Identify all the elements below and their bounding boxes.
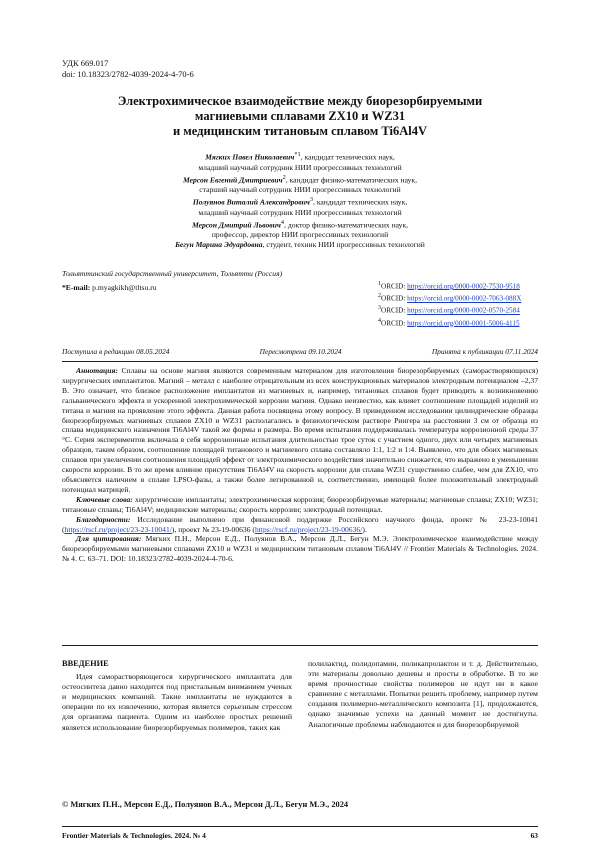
author-sup: *1 xyxy=(294,151,301,158)
orcid-item xyxy=(378,292,521,304)
acknowledgments-text: Исследование выполнено при финансовой поддержке Российского научного фонда, проект № 23-23-10041 ( xyxy=(62,514,539,534)
author-sup: 3 xyxy=(309,196,314,204)
author-4 xyxy=(62,218,538,241)
author-name: Полуянов Виталий Александрович xyxy=(192,197,310,207)
authors-block xyxy=(62,150,538,250)
orcid-item xyxy=(378,280,521,292)
affiliation: Тольяттинский государственный университет, Тольятти (Россия) xyxy=(62,269,283,278)
author-desc: , доктор физико-математических наук, xyxy=(284,220,409,230)
abstract-paragraph xyxy=(62,366,538,495)
intro-left-column xyxy=(62,659,292,733)
author-name: Мягких Павел Николаевич xyxy=(205,152,295,162)
orcid-label: ORCID: xyxy=(381,282,406,291)
title-line-1: Электрохимическое взаимодействие между биорезорбируемыми xyxy=(117,94,483,108)
email-label: *E-mail: xyxy=(62,283,91,292)
copyright: © Мягких П.Н., Мерсон Е.Д., Полуянов В.А., Мерсон Д.Л., Бегун М.Э., 2024 xyxy=(62,800,349,809)
keywords-paragraph xyxy=(62,495,538,515)
date-accepted: Принята к публикации 07.11.2024 xyxy=(431,347,538,356)
page-number: 63 xyxy=(530,831,538,840)
orcid-sup: 1 xyxy=(378,281,381,287)
article-title xyxy=(62,94,538,139)
orcid-sup: 2 xyxy=(378,293,381,300)
citation-text: Мягких П.Н., Мерсон Е.Д., Полуянов В.А., Мерсон Д.Л., Бегун М.Э. Электрохимическое взаимодействие между биорезорбируемыми магниевыми сплавами ZX10 и WZ31 и медицинским титановым сплавом Ti6Al4V // Frontier Materials & Technologies. 2024. № 4. С. 63–71. DOI: 10.18323/2782-4039-2024-4-70-6. xyxy=(62,534,538,564)
title-line-3: и медицинским титановым сплавом Ti6Al4V xyxy=(172,124,428,138)
doi: doi: 10.18323/2782-4039-2024-4-70-6 xyxy=(62,69,194,79)
page-footer xyxy=(62,831,538,840)
udk-block xyxy=(62,58,194,80)
acknowledgments-text: ), проект № 23-19-00636 ( xyxy=(171,524,255,534)
orcid-link[interactable]: https://orcid.org/0000-0002-0570-2584 xyxy=(407,306,520,315)
abstract-block xyxy=(62,366,538,564)
author-3 xyxy=(62,195,538,218)
orcid-label: ORCID: xyxy=(381,318,406,327)
author-5 xyxy=(62,240,538,250)
abstract-bottom-rule xyxy=(62,645,538,646)
author-name: Бегун Марина Эдуардовна xyxy=(175,240,263,250)
author-desc: , кандидат физико-математических наук, xyxy=(285,175,417,185)
citation-paragraph xyxy=(62,534,538,564)
email-value[interactable]: p.myagkikh@tltsu.ru xyxy=(92,283,157,292)
acknowledgments-label: Благодарности: xyxy=(76,514,131,524)
grant-link-1[interactable]: https://rscf.ru/project/23-23-10041/ xyxy=(64,524,172,534)
orcid-link[interactable]: https://orcid.org/0000-0002-7063-088X xyxy=(407,294,522,303)
orcid-item xyxy=(378,304,521,316)
author-name: Мерсон Евгений Дмитриевич xyxy=(182,175,283,185)
abstract-text: Сплавы на основе магния являются современным материалом для изготовления биорезорбируемых (саморастворяющихся) хирургических имплантатов. Магний – металл с наиболее отрицательным из всех конструкционных материалов электродным потенциалом –2,37 В. Это означает, что близкое расположение имплантатов из магниевых и, например, титановых сплавов будет приводить к возникновению гальванического эффекта и ускоренной электрохимической коррозии магния. Однако неизвестно, как влияет соотношение площадей изделий из титана и магния на проявление этого эффекта. Данная работа посвящена этому вопросу. В приведенном исследовании цилиндрические образцы биорезорбируемых магниевых сплавов ZX10 и WZ31 располагались в физиологическом растворе Рингера на расстоянии 3 см от образца из сплава медицинского назначения Ti6Al4V такой же формы и размера. Во время испытания поддерживалась температура коррозионной среды 37 °С. Серия экспериментов включала в себя коррозионные испытания длительностью трое суток с участием одного, двух или четырех магниевых образцов, таким образом, соотношение площадей титанового и магниевого сплава составляло 1:1, 1:2 и 1:4. Выявлено, что для обоих магниевых сплавов при увеличении соотношения площадей эффект от электрохимического воздействия значительно снижается, что выражено в уменьшении скорости коррозии. В то же время влияние присутствия Ti6Al4V на скорость коррозии для сплава WZ31 существенно слабее, чем для ZX10, что объясняется наличием в сплаве LPSO-фазы, а также более легированной и, соответственно, имеющей более положительный электродный потенциал матрицей. xyxy=(62,366,538,494)
author-sup: 4 xyxy=(280,218,285,226)
orcid-link[interactable]: https://orcid.org/0000-0002-7530-9518 xyxy=(407,282,520,291)
author-desc: , кандидат технических наук, xyxy=(300,152,395,162)
author-position: младший научный сотрудник НИИ прогрессивных технологий xyxy=(198,207,402,217)
date-revised: Пересмотрена 09.10.2024 xyxy=(259,347,342,356)
date-received: Поступила в редакцию 08.05.2024 xyxy=(62,347,170,356)
orcid-list xyxy=(378,280,521,329)
author-position: профессор, директор НИИ прогрессивных технологий xyxy=(211,230,389,240)
journal-name: Frontier Materials & Technologies. 2024. № 4 xyxy=(62,831,206,840)
keywords-label: Ключевые слова: xyxy=(76,494,133,504)
acknowledgments-paragraph xyxy=(62,515,538,535)
orcid-label: ORCID: xyxy=(381,294,406,303)
section-heading: ВВЕДЕНИЕ xyxy=(62,659,109,668)
author-position: старший научный сотрудник НИИ прогрессивных технологий xyxy=(199,185,401,195)
orcid-sup: 3 xyxy=(378,305,381,312)
author-2 xyxy=(62,173,538,196)
grant-link-2[interactable]: https://rscf.ru/project/23-19-00636/ xyxy=(254,524,363,534)
orcid-label: ORCID: xyxy=(381,306,406,315)
author-1 xyxy=(62,150,538,173)
abstract-label: Аннотация: xyxy=(76,366,118,375)
citation-label: Для цитирования: xyxy=(76,534,142,544)
orcid-link[interactable]: https://orcid.org/0000-0001-5006-4115 xyxy=(407,318,520,327)
abstract-top-rule xyxy=(62,361,538,362)
article-dates xyxy=(62,347,538,356)
keywords-text: хирургические имплантаты; электрохимическая коррозия; биорезорбируемые материалы; магниевые сплавы; ZX10; WZ31; титановые сплавы; Ti6Al4V; медицинские материалы; скорость коррозии; электродный потенциал. xyxy=(62,494,538,514)
intro-paragraph-right: полилактид, полидопамин, поликапролактон и т. д. Действительно, эти материалы довольно дешевы и просты в обработке. В то же время прочностные свойства полимеров не идут ни в какое сравнение с металлами. Попытки решить проблему, например путем создания полимерно-металлического композита [1], продолжаются, однако значимые успехи на данный момент не достигнуты. Аналогичные проблемы наблюдаются и для биорезорбируемой xyxy=(308,659,538,729)
orcid-sup: 4 xyxy=(378,317,381,324)
footer-rule xyxy=(62,826,538,827)
author-sup: 2 xyxy=(282,173,286,181)
author-name: Мерсон Дмитрий Львович xyxy=(191,220,281,230)
author-desc: , студент, техник НИИ прогрессивных технологий xyxy=(262,240,425,250)
author-desc: , кандидат технических наук, xyxy=(313,197,408,207)
udk: УДК 669.017 xyxy=(62,58,109,68)
email-block xyxy=(62,283,157,292)
orcid-item xyxy=(378,317,521,329)
author-position: младший научный сотрудник НИИ прогрессивных технологий xyxy=(198,162,402,172)
acknowledgments-text: ). xyxy=(362,524,367,534)
title-line-2: магниевыми сплавами ZX10 и WZ31 xyxy=(194,109,406,123)
intro-right-column xyxy=(308,659,538,730)
intro-paragraph-left: Идея саморастворяющегося хирургического имплантата для остеосинтеза давно находится под пристальным вниманием ученых и медицинских компаний. Такие имплантаты не нуждаются в операции по их извлечению, которая является серьезным стрессом для организма пациента. Одним из наиболее простых решений является использование биорезорбируемых полимеров, таких как xyxy=(62,672,292,732)
